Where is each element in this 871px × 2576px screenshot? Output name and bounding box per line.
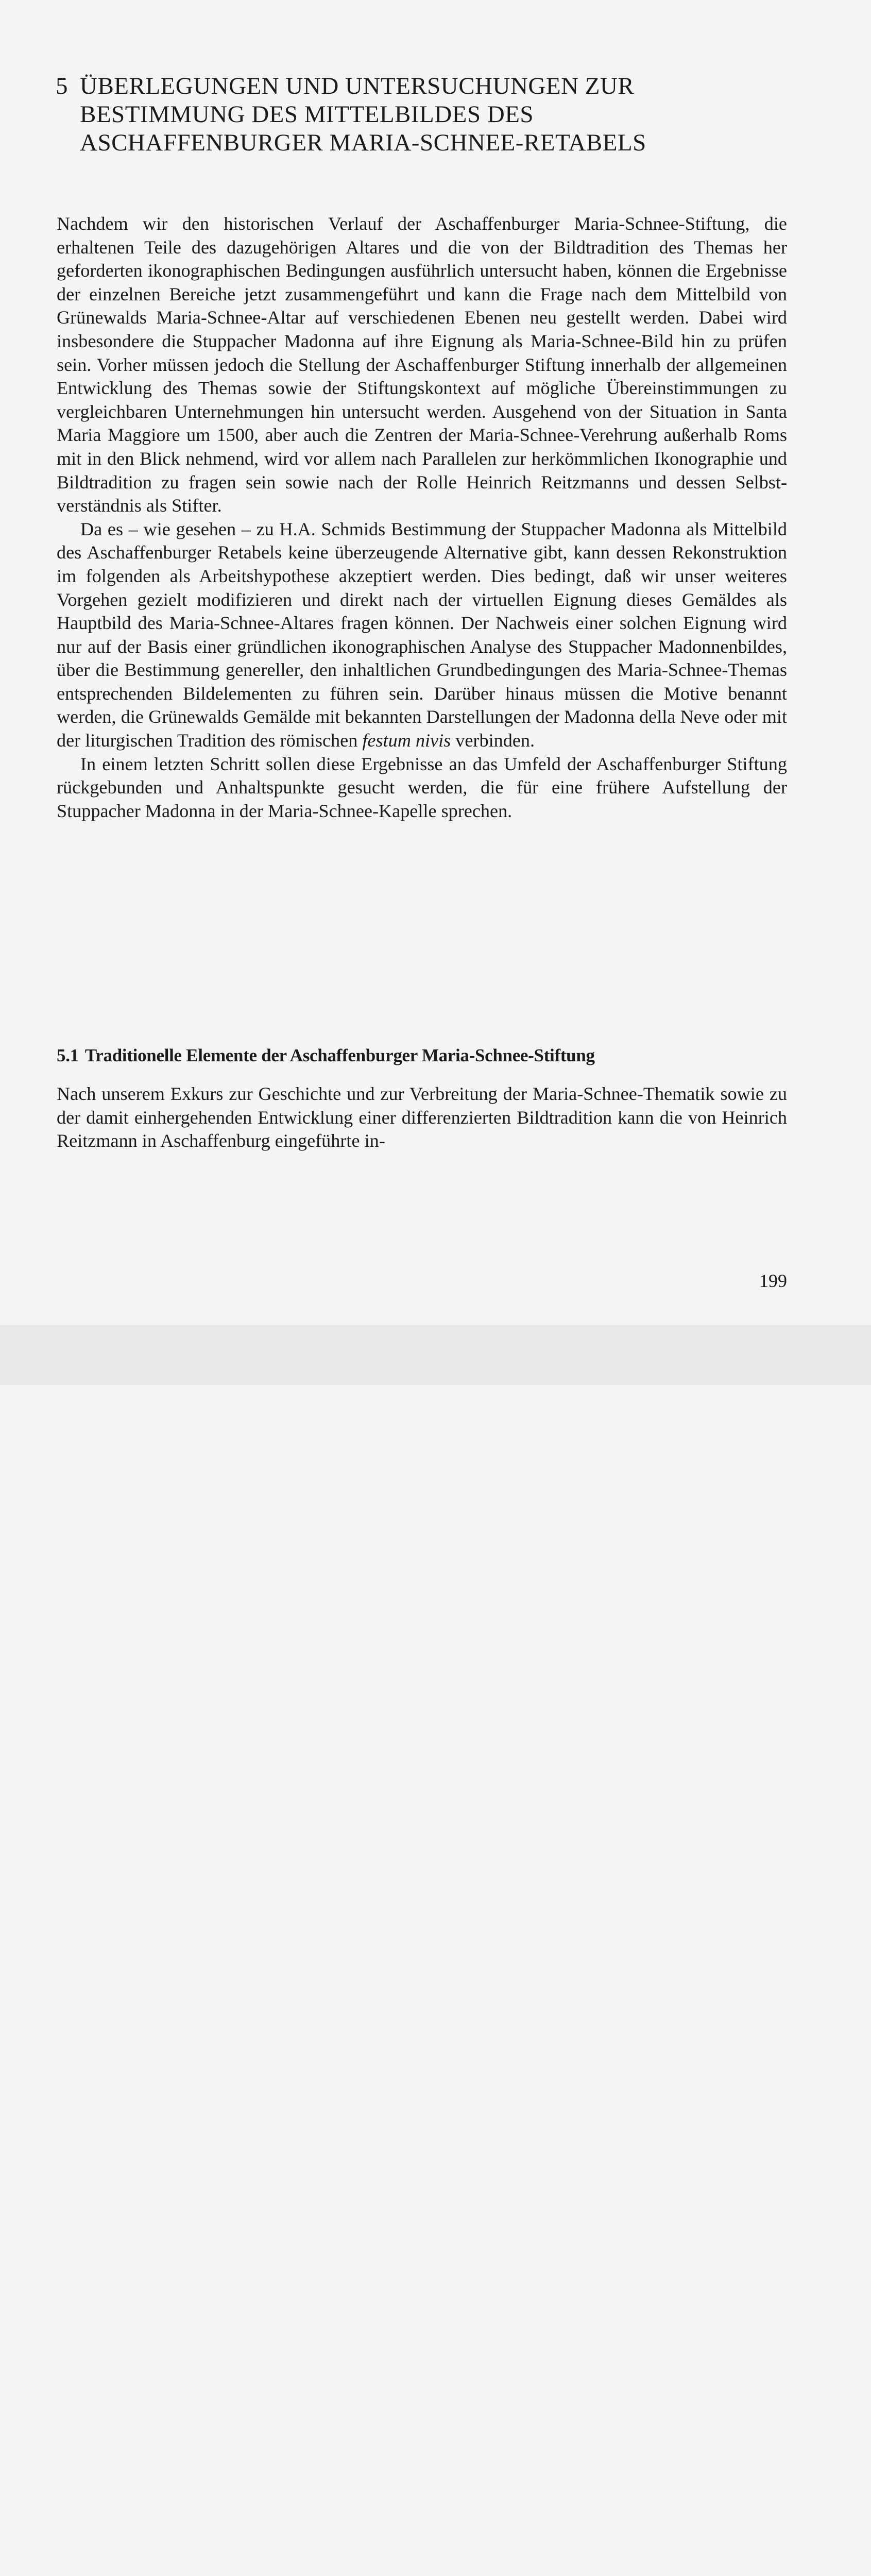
paragraph-2-italic: festum nivis	[362, 730, 451, 751]
paragraph-3: In einem letzten Schritt sollen diese Ergebnisse an das Umfeld der Aschaffenburger Stiftung rückgebunden und Anhaltspunkte gesucht werden, die für eine frühere Aufstellung der Stuppacher Madonna in der Maria-Schnee-Kapelle sprechen.	[57, 753, 787, 821]
chapter-title-line3: ASCHAFFENBURGER MARIA-SCHNEE-RETABELS	[80, 129, 646, 156]
chapter-title-line2: BESTIMMUNG DES MITTELBILDES DES	[80, 101, 534, 128]
section-text	[57, 1082, 787, 1153]
paragraph-1: Nachdem wir den historischen Verlauf der Aschaffenburger Maria-Schnee-Stiftung, die erhaltenen Teile des dazugehörigen Altares und die von der Bildtradition des Themas her geforderten ikonographischen Bedingungen ausführlich untersucht haben, können die Ergebnisse der einzelnen Bereiche jetzt zusammengeführt und kann die Frage nach dem Mittelbild von Grünewalds Maria-Schnee-Altar auf verschiedenen Ebenen neu gestellt werden. Dabei wird insbesondere die Stuppacher Madonna auf ihre Eignung als Maria-Schnee-Bild hin zu prüfen sein. Vorher müssen jedoch die Stellung der Aschaffenburger Stiftung innerhalb der allgemeinen Entwicklung des Themas sowie der Stiftungskontext auf mögliche Übereinstimmungen zu vergleichbaren Unternehmungen hin untersucht werden. Ausgehend von der Situation in Santa Maria Maggiore um 1500, aber auch die Zentren der Maria-Schnee-Verehrung außerhalb Roms mit in den Blick nehmend, wird vor allem nach Parallelen zur herkömmlichen Ikonographie und Bildtradition zu fragen sein sowie nach der Rolle Heinrich Reitzmanns und dessen Selbstverständnis als Stifter.	[57, 213, 787, 516]
chapter-title	[56, 72, 777, 157]
page-number: 199	[759, 1270, 787, 1291]
section-heading	[57, 1045, 595, 1066]
chapter-intro-text	[57, 212, 787, 823]
footer-bar	[0, 1325, 871, 1385]
paragraph-2-tail: verbinden.	[455, 730, 535, 751]
section-paragraph: Nach unserem Exkurs zur Geschichte und zur Verbreitung der Maria-Schnee-Thematik sowie zu der damit einhergehenden Entwicklung einer differenzierten Bildtradition kann die von Heinrich Reitzmann in Aschaffenburg eingeführte in-	[57, 1083, 787, 1151]
chapter-title-line1: ÜBERLEGUNGEN UND UNTERSUCHUNGEN ZUR	[80, 73, 635, 99]
paragraph-2-text: Da es – wie gesehen – zu H.A. Schmids Bestimmung der Stuppacher Madonna als Mittelbild des Aschaffenburger Retabels keine überzeugende Alternative gibt, kann dessen Rekonstruktion im folgenden als Arbeitshypothese akzeptiert werden. Dies bedingt, daß wir unser weiteres Vorgehen gezielt modifizieren und direkt nach der virtuellen Eignung dieses Gemäldes als Hauptbild des Maria-Schnee-Altares fragen können. Der Nachweis einer solchen Eignung wird nur auf der Basis einer gründlichen ikonographischen Analyse des Stuppacher Madonnenbildes, über die Bestimmung genereller, den inhaltlichen Grundbedingungen des Maria-Schnee-Themas entsprechenden Bildelementen zu führen sein. Darüber hinaus müssen die Motive benannt werden, die Grünewalds Gemälde mit bekannten Darstellungen der Madonna della Neve oder mit der liturgischen Tradition des römischen	[57, 518, 787, 751]
chapter-number: 5	[56, 73, 68, 99]
section-title: Traditionelle Elemente der Aschaffenburger Maria-Schnee-Stiftung	[84, 1045, 595, 1065]
section-number: 5.1	[57, 1045, 79, 1065]
paragraph-2	[57, 518, 787, 753]
